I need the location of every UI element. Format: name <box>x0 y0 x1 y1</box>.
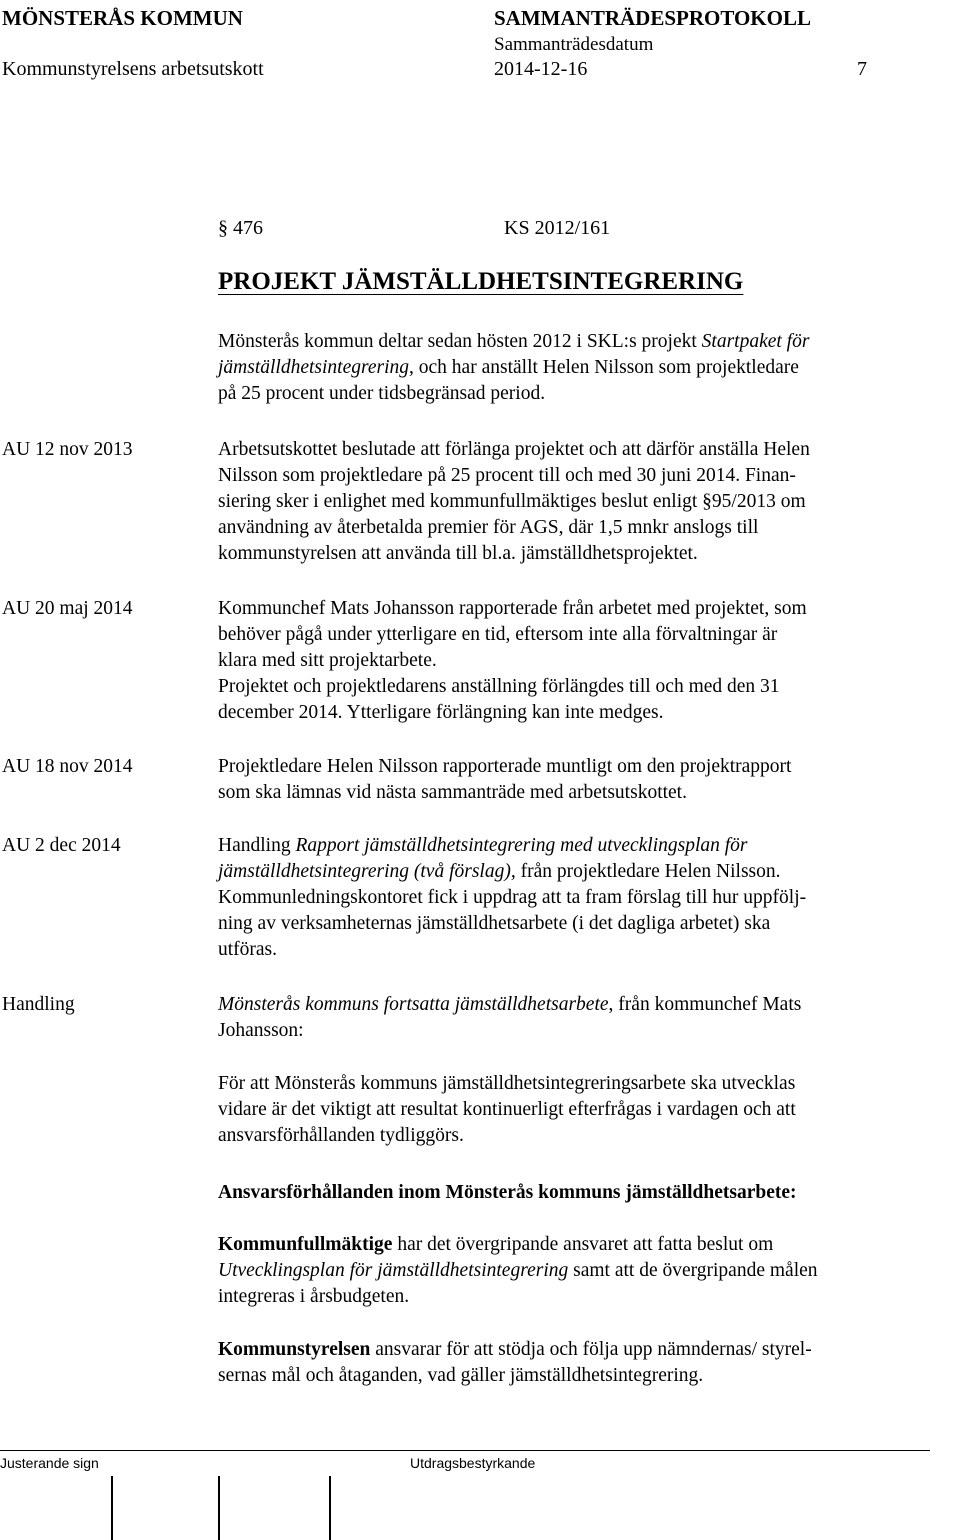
footer-divider <box>0 1450 930 1451</box>
committee-name: Kommunstyrelsens arbetsutskott <box>2 58 264 80</box>
signature-label: Justerande sign <box>0 1455 99 1471</box>
intro-project-name-cont: jämställdhetsintegrering <box>218 357 410 378</box>
signature-box-divider <box>329 1476 331 1540</box>
certification-label: Utdragsbestyrkande <box>410 1455 536 1471</box>
document-title: SAMMANTRÄDESPROTOKOLL <box>494 6 811 30</box>
intro-text-cont: , och har anställt Helen Nilsson som projektledare <box>409 357 799 378</box>
intro-paragraph <box>218 329 938 407</box>
intro-text: Mönsterås kommun deltar sedan hösten 2012 i SKL:s projekt <box>218 331 702 352</box>
intro-text-end: på 25 procent under tidsbegränsad period. <box>218 383 546 404</box>
entry-text: Mönsterås kommuns fortsatta jämställdhetsarbete, från kommunchef Mats Johansson: <box>218 994 802 1041</box>
entry-text: Handling Rapport jämställdhetsintegrering med utvecklingsplan för jämställdhetsintegrering (två förslag), från projektledare Helen Nilsson. Kommunledningskontoret fick i uppdrag att ta fram förslag till hur uppfölj- ning av verksamheternas jämställdhetsarbete (i det dagliga arbetet) ska utföras. <box>218 835 807 960</box>
meeting-date-label: Sammanträdesdatum <box>494 34 654 55</box>
page-number: 7 <box>857 58 867 80</box>
entry-label: Handling <box>2 994 75 1015</box>
signature-box-divider <box>111 1476 113 1540</box>
section-heading <box>218 217 611 240</box>
section-number: § 476 <box>218 217 263 239</box>
case-reference: KS 2012/161 <box>504 217 611 239</box>
municipality-name: MÖNSTERÅS KOMMUN <box>2 6 243 30</box>
board-responsibility: Kommunstyrelsen ansvarar för att stödja och följa upp nämndernas/ styrel- sernas mål och åtaganden, vad gäller jämställdhetsintegrering. <box>218 1339 812 1386</box>
entry-label: AU 20 maj 2014 <box>2 598 133 619</box>
entry-label: AU 12 nov 2013 <box>2 439 133 460</box>
responsibilities-heading: Ansvarsförhållanden inom Mönsterås kommuns jämställdhetsarbete: <box>218 1182 797 1203</box>
meeting-date: 2014-12-16 <box>494 58 588 80</box>
entry-text: Arbetsutskottet beslutade att förlänga projektet och att därför anställa Helen Nilsson som projektledare på 25 procent till och med 30 juni 2014. Finan- siering sker i enlighet med kommunfullmäktiges beslut enligt §95/2013 om användning av återbetalda premier för AGS, där 1,5 mnkr anslogs till kommunstyrelsen att använda till bl.a. jämställdhetsprojektet. <box>218 439 810 564</box>
council-responsibility: Kommunfullmäktige har det övergripande ansvaret att fatta beslut om Utvecklingsplan för jämställdhetsintegrering samt att de övergripande målen integreras i årsbudgeten. <box>218 1234 818 1307</box>
project-title: PROJEKT JÄMSTÄLLDHETSINTEGRERING <box>218 268 744 295</box>
entry-text: Projektledare Helen Nilsson rapporterade muntligt om den projektrapport som ska lämnas vid nästa sammanträde med arbetsutskottet. <box>218 756 792 803</box>
purpose-paragraph: För att Mönsterås kommuns jämställdhetsintegreringsarbete ska utvecklas vidare är det viktigt att resultat kontinuerligt efterfrågas i vardagen och att ansvarsförhållanden tydliggörs. <box>218 1073 796 1146</box>
entry-text: Kommunchef Mats Johansson rapporterade från arbetet med projektet, som behöver pågå under ytterligare en tid, eftersom inte alla förvaltningar är klara med sitt projektarbete. Projektet och projektledarens anställning förlängdes till och med den 31 december 2014. Ytterligare förlängning kan inte medges. <box>218 598 807 723</box>
signature-box-divider <box>218 1476 220 1540</box>
entry-label: AU 18 nov 2014 <box>2 756 133 777</box>
entry-label: AU 2 dec 2014 <box>2 835 121 856</box>
intro-project-name: Startpaket för <box>701 331 810 352</box>
